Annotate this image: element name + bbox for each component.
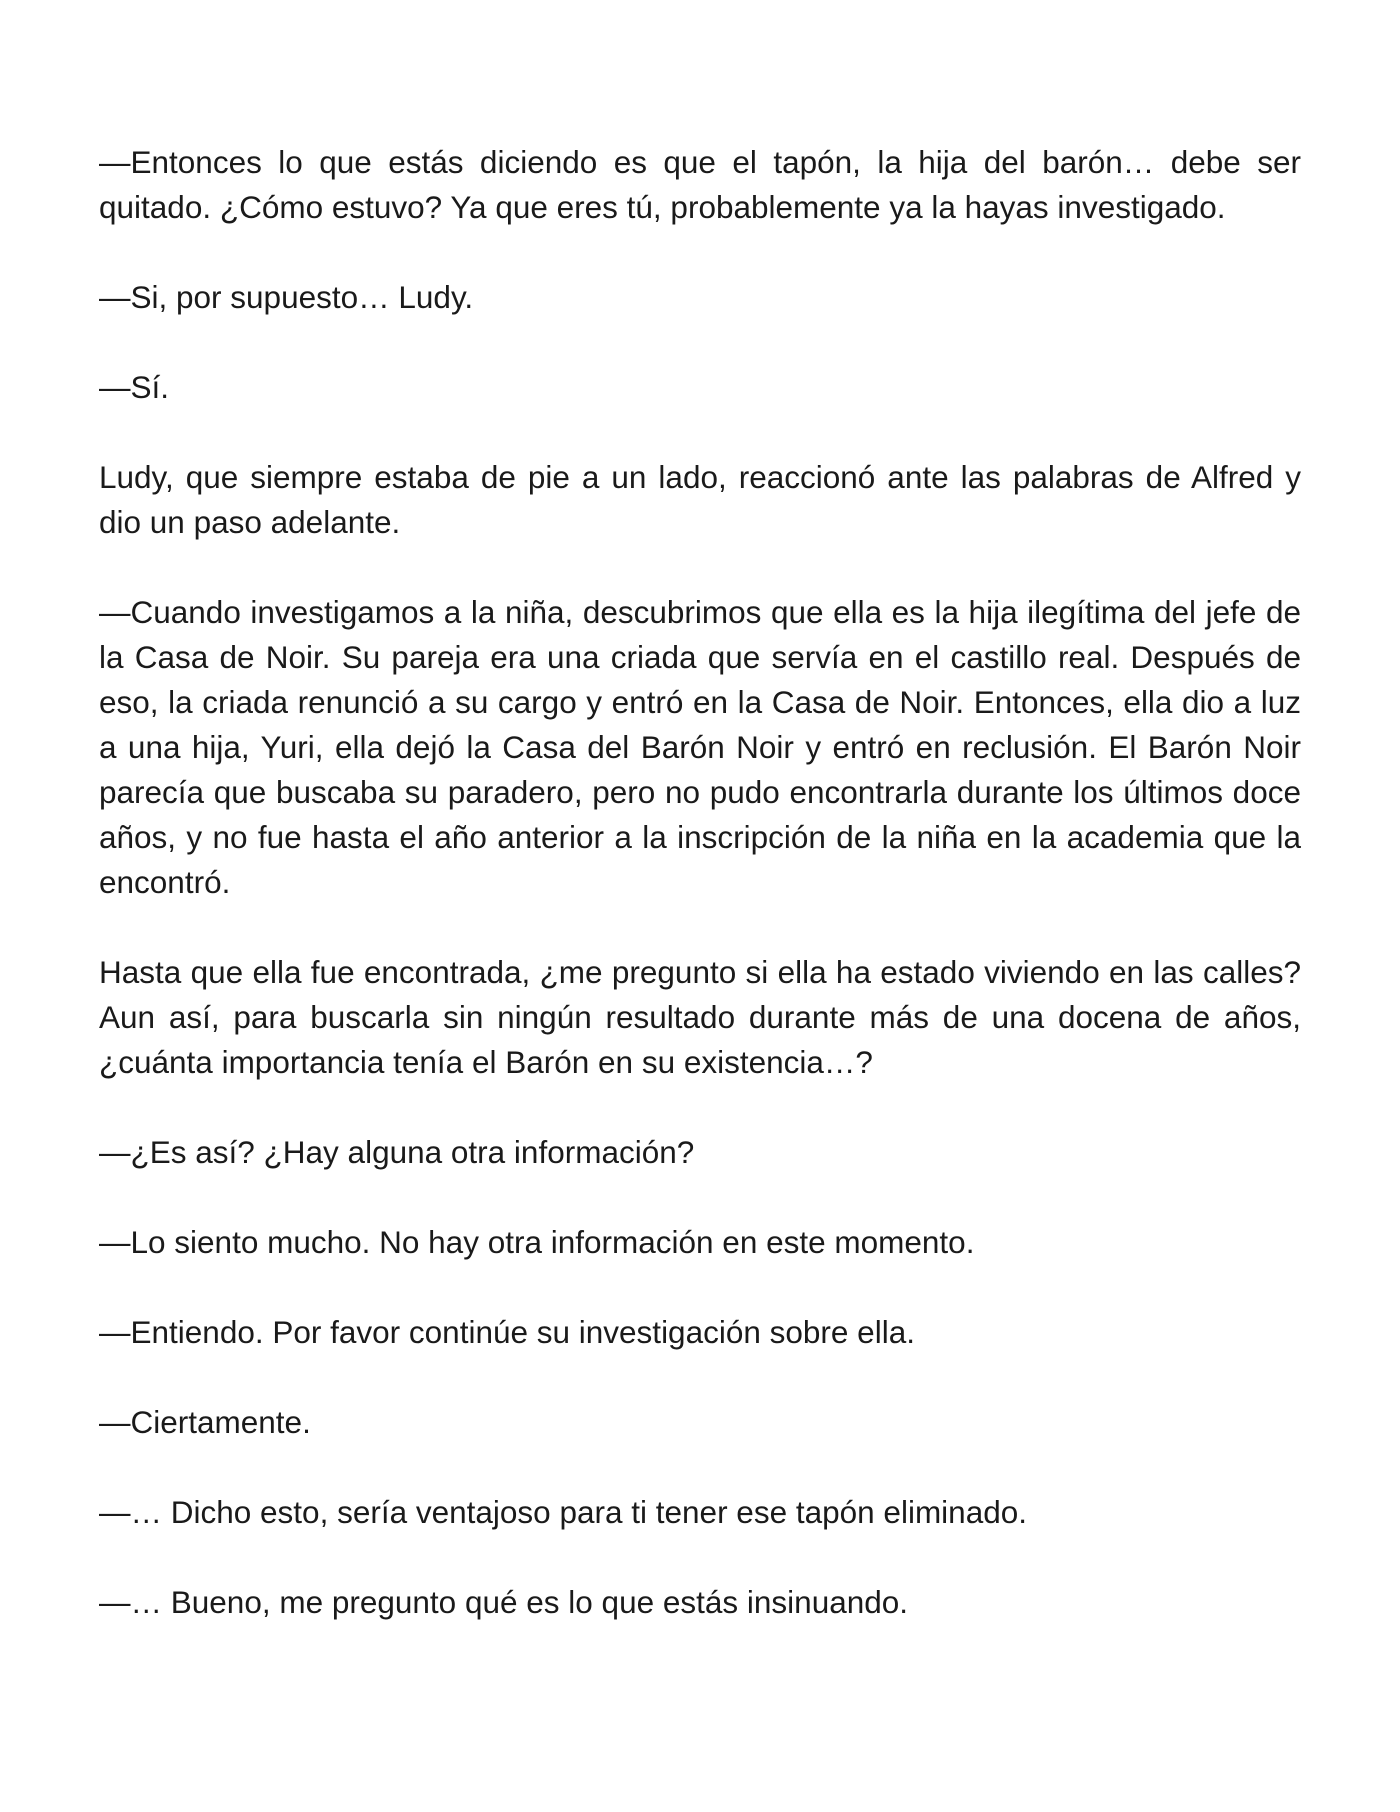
paragraph: —Sí. xyxy=(99,369,170,405)
paragraph: Ludy, que siempre estaba de pie a un lado, reaccionó ante las palabras de Alfred y dio un paso adelante. xyxy=(99,459,1301,540)
paragraph: —Cuando investigamos a la niña, descubrimos que ella es la hija ilegítima del jefe de la Casa de Noir. Su pareja era una criada que servía en el castillo real. Después de eso, la criada renunció a su cargo y entró en la Casa de Noir. Entonces, ella dio a luz a una hija, Yuri, ella dejó la Casa del Barón Noir y entró en reclusión. El Barón Noir parecía que buscaba su paradero, pero no pudo encontrarla durante los últimos doce años, y no fue hasta el año anterior a la inscripción de la niña en la academia que la encontró. xyxy=(99,594,1301,900)
paragraph: —¿Es así? ¿Hay alguna otra información? xyxy=(99,1134,695,1170)
paragraph: —… Bueno, me pregunto qué es lo que estás insinuando. xyxy=(99,1584,909,1620)
paragraph: —Si, por supuesto… Ludy. xyxy=(99,279,474,315)
paragraph: —… Dicho esto, sería ventajoso para ti tener ese tapón eliminado. xyxy=(99,1494,1028,1530)
paragraph: —Ciertamente. xyxy=(99,1404,311,1440)
document-page xyxy=(99,140,1301,1625)
paragraph: —Entiendo. Por favor continúe su investigación sobre ella. xyxy=(99,1314,915,1350)
paragraph: Hasta que ella fue encontrada, ¿me pregunto si ella ha estado viviendo en las calles? Aun así, para buscarla sin ningún resultado durante más de una docena de años, ¿cuánta importancia tenía el Barón en su existencia…? xyxy=(99,954,1301,1080)
paragraph: —Entonces lo que estás diciendo es que el tapón, la hija del barón… debe ser quitado. ¿Cómo estuvo? Ya que eres tú, probablemente ya la hayas investigado. xyxy=(99,144,1301,225)
paragraph: —Lo siento mucho. No hay otra información en este momento. xyxy=(99,1224,975,1260)
